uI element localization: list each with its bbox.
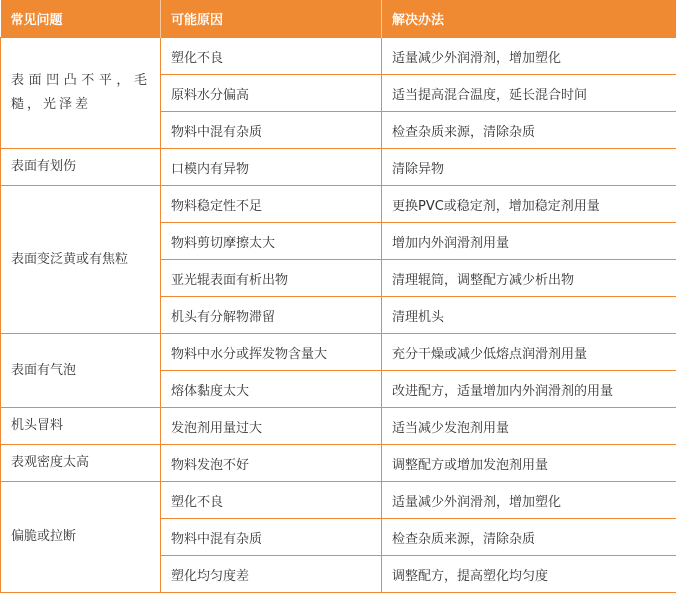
cause-cell: 塑化不良	[161, 482, 382, 519]
cause-cell: 塑化不良	[161, 38, 382, 75]
problem-cell: 表观密度太高	[1, 445, 161, 482]
table-body	[1, 38, 676, 593]
cause-cell: 物料中混有杂质	[161, 519, 382, 556]
cause-cell: 熔体黏度太大	[161, 371, 382, 408]
table-row	[1, 482, 676, 519]
solution-cell: 适当减少发泡剂用量	[382, 408, 676, 445]
problem-cell: 表面变泛黄或有焦粒	[1, 186, 161, 334]
cause-cell: 塑化均匀度差	[161, 556, 382, 593]
header-cause: 可能原因	[161, 0, 382, 38]
table-header	[1, 0, 676, 38]
cause-cell: 物料剪切摩擦太大	[161, 223, 382, 260]
solution-cell: 适量减少外润滑剂，增加塑化	[382, 482, 676, 519]
cause-cell: 物料稳定性不足	[161, 186, 382, 223]
table-row	[1, 38, 676, 75]
cause-cell: 口模内有异物	[161, 149, 382, 186]
solution-cell: 检查杂质来源，清除杂质	[382, 112, 676, 149]
solution-cell: 清理辊筒，调整配方减少析出物	[382, 260, 676, 297]
solution-cell: 清除异物	[382, 149, 676, 186]
solution-cell: 检查杂质来源，清除杂质	[382, 519, 676, 556]
problem-cell: 机头冒料	[1, 408, 161, 445]
header-row	[1, 0, 676, 38]
cause-cell: 发泡剂用量过大	[161, 408, 382, 445]
cause-cell: 物料中混有杂质	[161, 112, 382, 149]
solution-cell: 充分干燥或减少低熔点润滑剂用量	[382, 334, 676, 371]
problem-cell: 表面有气泡	[1, 334, 161, 408]
cause-cell: 机头有分解物滞留	[161, 297, 382, 334]
problem-cell: 偏脆或拉断	[1, 482, 161, 593]
cause-cell: 物料发泡不好	[161, 445, 382, 482]
cause-cell: 亚光辊表面有析出物	[161, 260, 382, 297]
solution-cell: 增加内外润滑剂用量	[382, 223, 676, 260]
cause-cell: 原料水分偏高	[161, 75, 382, 112]
table-row	[1, 334, 676, 371]
cause-cell: 物料中水分或挥发物含量大	[161, 334, 382, 371]
problem-cell: 表面有划伤	[1, 149, 161, 186]
solution-cell: 更换PVC或稳定剂，增加稳定剂用量	[382, 186, 676, 223]
solution-cell: 调整配方，提高塑化均匀度	[382, 556, 676, 593]
table-row	[1, 408, 676, 445]
solution-cell: 适当提高混合温度，延长混合时间	[382, 75, 676, 112]
table-row	[1, 149, 676, 186]
table-row	[1, 186, 676, 223]
solution-cell: 清理机头	[382, 297, 676, 334]
header-problem: 常见问题	[1, 0, 161, 38]
table-row	[1, 445, 676, 482]
solution-cell: 改进配方，适量增加内外润滑剂的用量	[382, 371, 676, 408]
problem-cell: 表面凹凸不平，毛糙，光泽差	[1, 38, 161, 149]
header-solution: 解决办法	[382, 0, 676, 38]
solution-cell: 适量减少外润滑剂，增加塑化	[382, 38, 676, 75]
solution-cell: 调整配方或增加发泡剂用量	[382, 445, 676, 482]
